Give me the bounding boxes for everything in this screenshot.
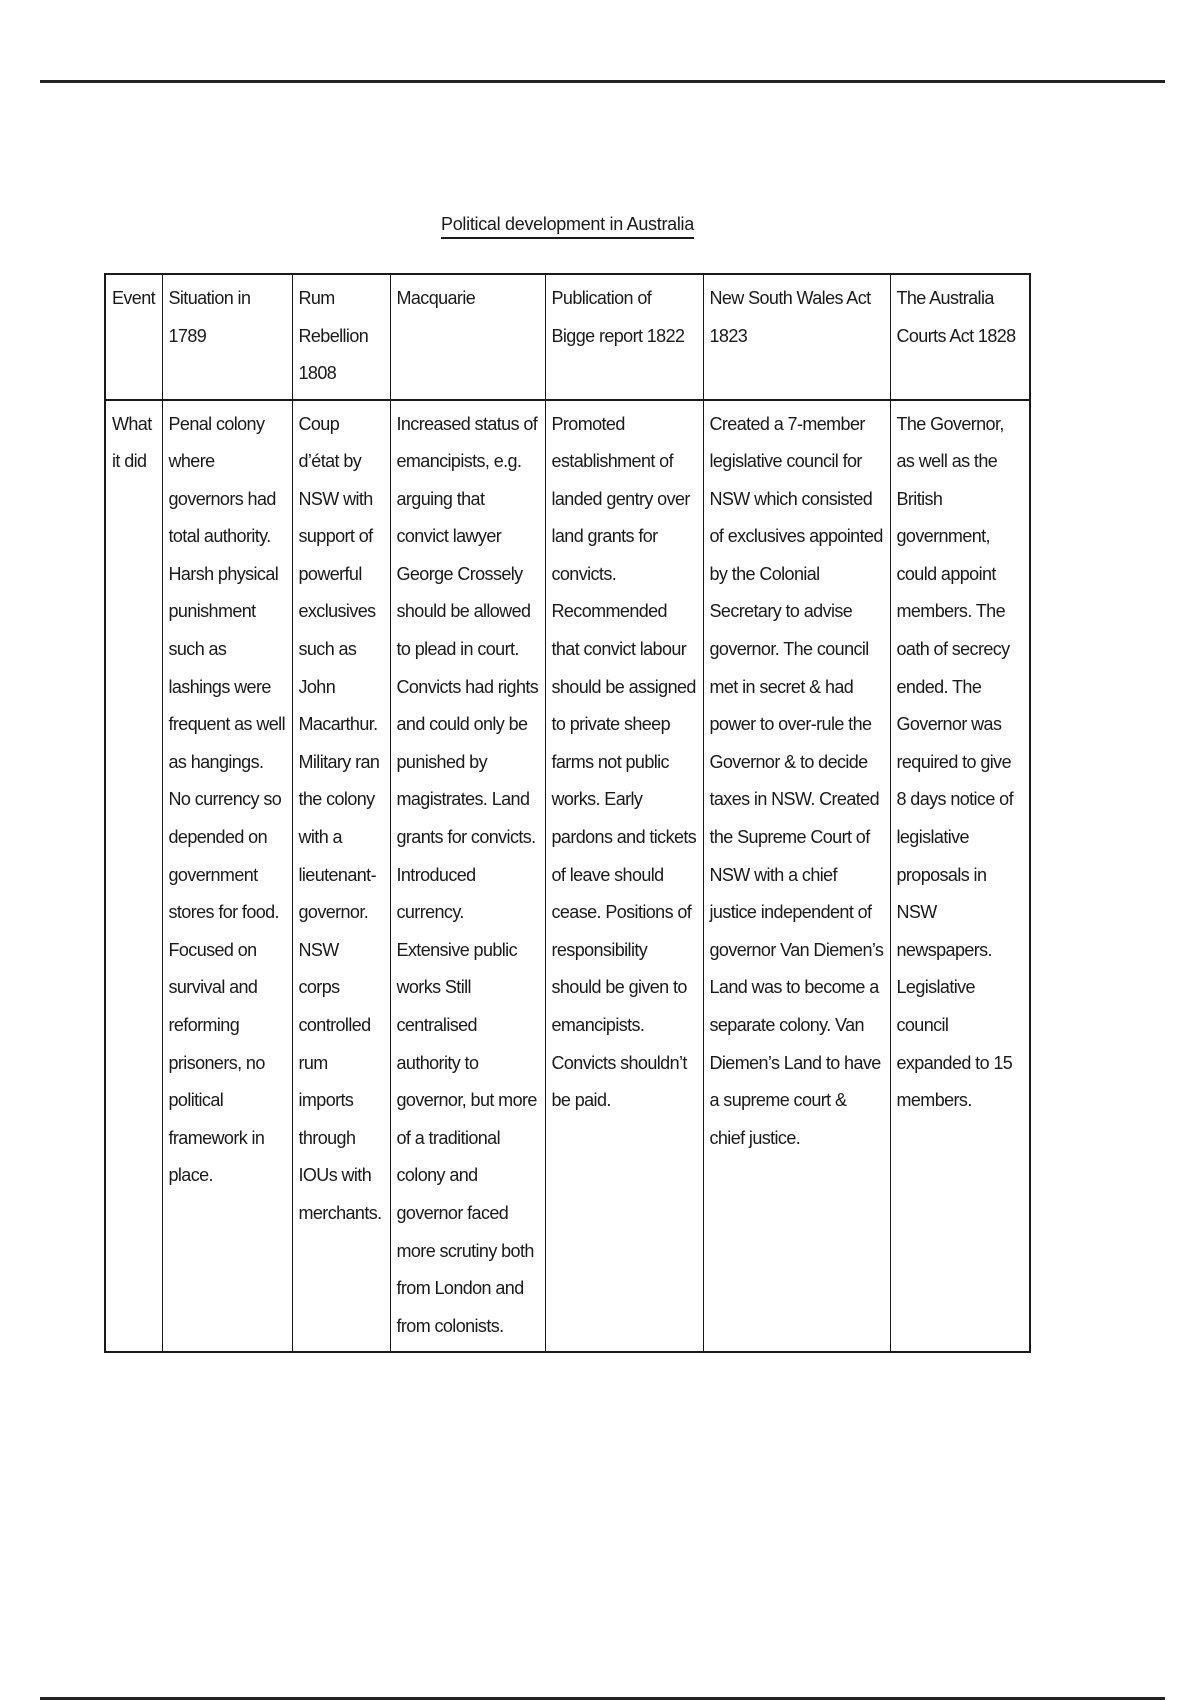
document-title-text: Political development in Australia: [441, 212, 694, 239]
events-table: [104, 273, 1031, 1353]
table-row: [105, 400, 1030, 1353]
cell-rum-rebellion: Coup d’état by NSW with support of powerful exclusives such as John Macarthur. Military ran the colony with a lieutenant-governor. NSW corps controlled rum imports through IOUs with merchants.: [292, 400, 390, 1353]
top-rule: [40, 80, 1165, 83]
header-cell-situation-1789: Situation in 1789: [162, 274, 292, 400]
header-cell-event: Event: [105, 274, 162, 400]
header-cell-rum-rebellion: Rum Rebellion 1808: [292, 274, 390, 400]
cell-bigge-report: Promoted establishment of landed gentry over land grants for convicts. Recommended that convict labour should be assigned to private sheep farms not public works. Early pardons and tickets of leave should cease. Positions of responsibility should be given to emancipists. Convicts shouldn’t be paid.: [545, 400, 703, 1353]
cell-situation-1789: Penal colony where governors had total authority. Harsh physical punishment such as lashings were frequent as well as hangings. No currency so depended on government stores for food. Focused on survival and reforming prisoners, no political framework in place.: [162, 400, 292, 1353]
cell-nsw-act: Created a 7-member legislative council for NSW which consisted of exclusives appointed by the Colonial Secretary to advise governor. The council met in secret & had power to over-rule the Governor & to decide taxes in NSW. Created the Supreme Court of NSW with a chief justice independent of governor Van Diemen’s Land was to become a separate colony. Van Diemen’s Land to have a supreme court & chief justice.: [703, 400, 890, 1353]
table-header-row: [105, 274, 1030, 400]
header-cell-bigge-report: Publication of Bigge report 1822: [545, 274, 703, 400]
document-title: [0, 212, 1135, 239]
header-cell-macquarie: Macquarie: [390, 274, 545, 400]
cell-courts-act: The Governor, as well as the British government, could appoint members. The oath of secrecy ended. The Governor was required to give 8 days notice of legislative proposals in NSW newspapers. Legislative council expanded to 15 members.: [890, 400, 1030, 1353]
header-cell-courts-act: The Australia Courts Act 1828: [890, 274, 1030, 400]
header-cell-nsw-act: New South Wales Act 1823: [703, 274, 890, 400]
cell-macquarie: Increased status of emancipists, e.g. arguing that convict lawyer George Crossely should be allowed to plead in court. Convicts had rights and could only be punished by magistrates. Land grants for convicts. Introduced currency. Extensive public works Still centralised authority to governor, but more of a traditional colony and governor faced more scrutiny both from London and from colonists.: [390, 400, 545, 1353]
row-label-what-it-did: What it did: [105, 400, 162, 1353]
